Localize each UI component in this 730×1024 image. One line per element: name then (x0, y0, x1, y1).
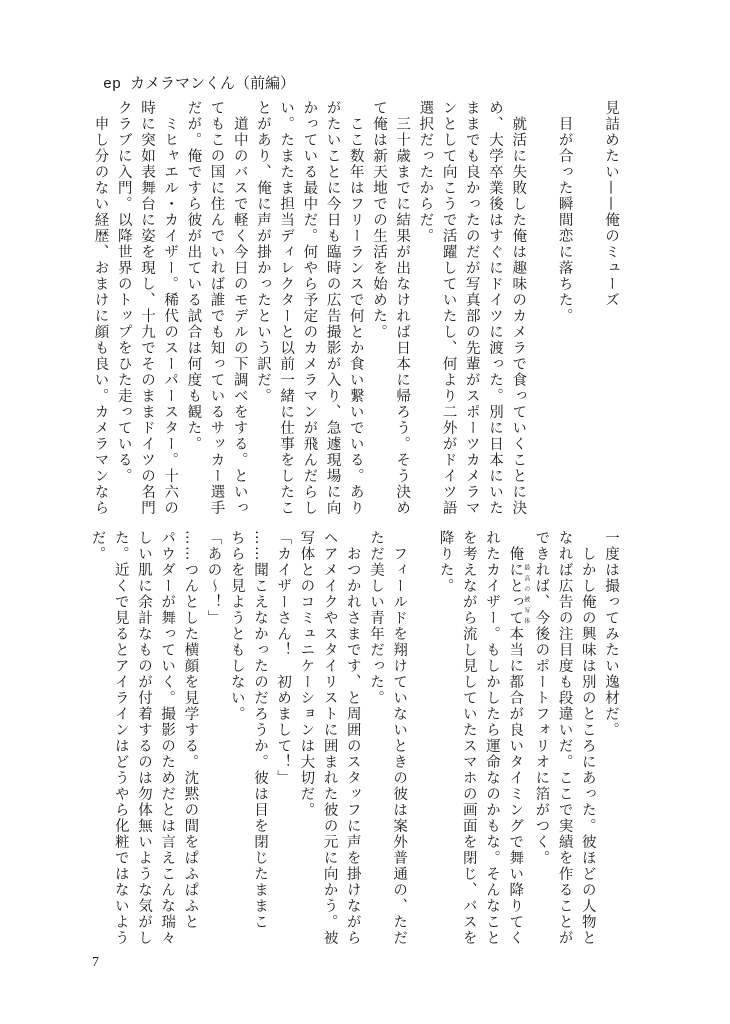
text-line: おつかれさまです、と周囲のスタッフに声を掛けながら (344, 530, 361, 946)
ruby-text: 最高の被写体 (522, 562, 530, 626)
text-line: ……聞こえなかったのだろうか。彼は目を閉じたままこ (251, 530, 268, 930)
text-line: 時に突如表舞台に姿を現し、十九でそのままドイツの名門 (138, 100, 155, 516)
text-line: ンとして向こうで活躍していたし、何より二外がドイツ語 (440, 100, 457, 516)
text-line: を考えながら流し見していたスマホの画面を閉じ、バスを (460, 530, 477, 946)
text-line: 一度は撮ってみたい逸材だ。 (603, 530, 619, 738)
text-line: てもこの国に住んでいれば誰でも知っているサッカー選手 (208, 100, 225, 516)
text-line: かっている最中だ。何やら予定のカメラマンが飛んだらし (301, 100, 318, 516)
text-line: ミヒャエル・カイザー。稀代のスーパースター。十六の (162, 100, 179, 516)
text-line: 三十歳までに結果が出なければ日本に帰ろう。そう決め (394, 100, 411, 516)
text-line: フィールドを翔けていないときの彼は案外普通の、ただ (391, 530, 408, 946)
text-segment: 俺 (507, 530, 524, 562)
bottom-text-block (85, 530, 622, 946)
text-line: とがあり、俺に声が掛かったという訳だ。 (254, 100, 271, 404)
text-line: クラブに入門。以降世界のトップをひた走っている。 (115, 100, 132, 484)
text-line: 申し分のない経歴、おまけに顔も良い。カメラマンなら (92, 100, 109, 516)
text-line: 「あの〜！」 (205, 530, 222, 626)
ruby-annotation (507, 562, 530, 626)
text-line: 見詰めたい——俺のミューズ (603, 100, 619, 308)
text-line: 「カイザーさん！ 初めまして！」 (275, 530, 292, 786)
text-line: ここ数年はフリーランスで何とか食い繋いでいる。あり (347, 100, 364, 516)
text-line: しい肌に余計なものが付着するのは勿体無いような気がし (135, 530, 152, 946)
text-line: ……つんとした横顔を見学する。沈黙の間をぱふぱふと (182, 530, 199, 930)
text-line: 写体とのコミュニケーションは大切だ。 (298, 530, 315, 818)
text-line: れたカイザー。もしかしたら運命なのかもな。そんなこと (483, 530, 500, 946)
text-line: しかし俺の興味は別のところにあった。彼ほどの人物と (579, 530, 596, 946)
text-line: パウダーが舞っていく。撮影のためだとは言えこんな瑞々 (159, 530, 176, 946)
text-line: た。近くで見るとアイラインはどうやら化粧ではないよう (112, 530, 129, 946)
text-line: ヘアメイクやスタイリストに囲まれた彼の元に向かう。被 (321, 530, 338, 946)
text-segment: 本当に都合が良いタイミングで舞い降りてく (507, 626, 524, 946)
top-text-block (88, 100, 622, 516)
text-line: ただ美しい青年だった。 (367, 530, 384, 706)
page-number: 7 (92, 955, 99, 970)
ruby-base: にとって (507, 562, 524, 626)
text-line: だが。俺ですら彼が出ている試合は何度も観た。 (185, 100, 202, 452)
text-line: い。たまたま担当ディレクターと以前一緒に仕事をしたこ (278, 100, 295, 516)
text-line: がたいことに今日も臨時の広告撮影が入り、急遽現場に向 (324, 100, 341, 516)
text-line: 降りた。 (437, 530, 454, 594)
blank-line (410, 530, 433, 940)
blank-line (576, 100, 599, 510)
text-line: 目が合った瞬間恋に落ちた。 (556, 100, 573, 324)
text-line: できれば、今後のポートフォリオに箔がつく。 (533, 530, 550, 866)
text-line: て俺は新天地での生活を始めた。 (370, 100, 387, 340)
text-line: 就活に失敗した俺は趣味のカメラで食っていくことに決 (510, 100, 527, 516)
text-line: 道中のバスで軽く今日のモデルの下調べをする。といっ (231, 100, 248, 516)
text-line: なれば広告の注目度も段違いだ。ここで実績を作ることが (556, 530, 573, 946)
text-line (503, 530, 530, 946)
text-line: だ。 (89, 530, 106, 562)
episode-title: ep カメラマンくん（前編） (103, 76, 296, 93)
text-line: め、大学卒業後はすぐにドイツに渡った。別に日本にいた (486, 100, 503, 516)
text-line: ちらを見ようともしない。 (228, 530, 245, 722)
text-line: 選択だったからだ。 (417, 100, 434, 244)
text-line: ままでも良かったのだが写真部の先輩がスポーツカメラマ (463, 100, 480, 516)
blank-line (529, 100, 552, 510)
